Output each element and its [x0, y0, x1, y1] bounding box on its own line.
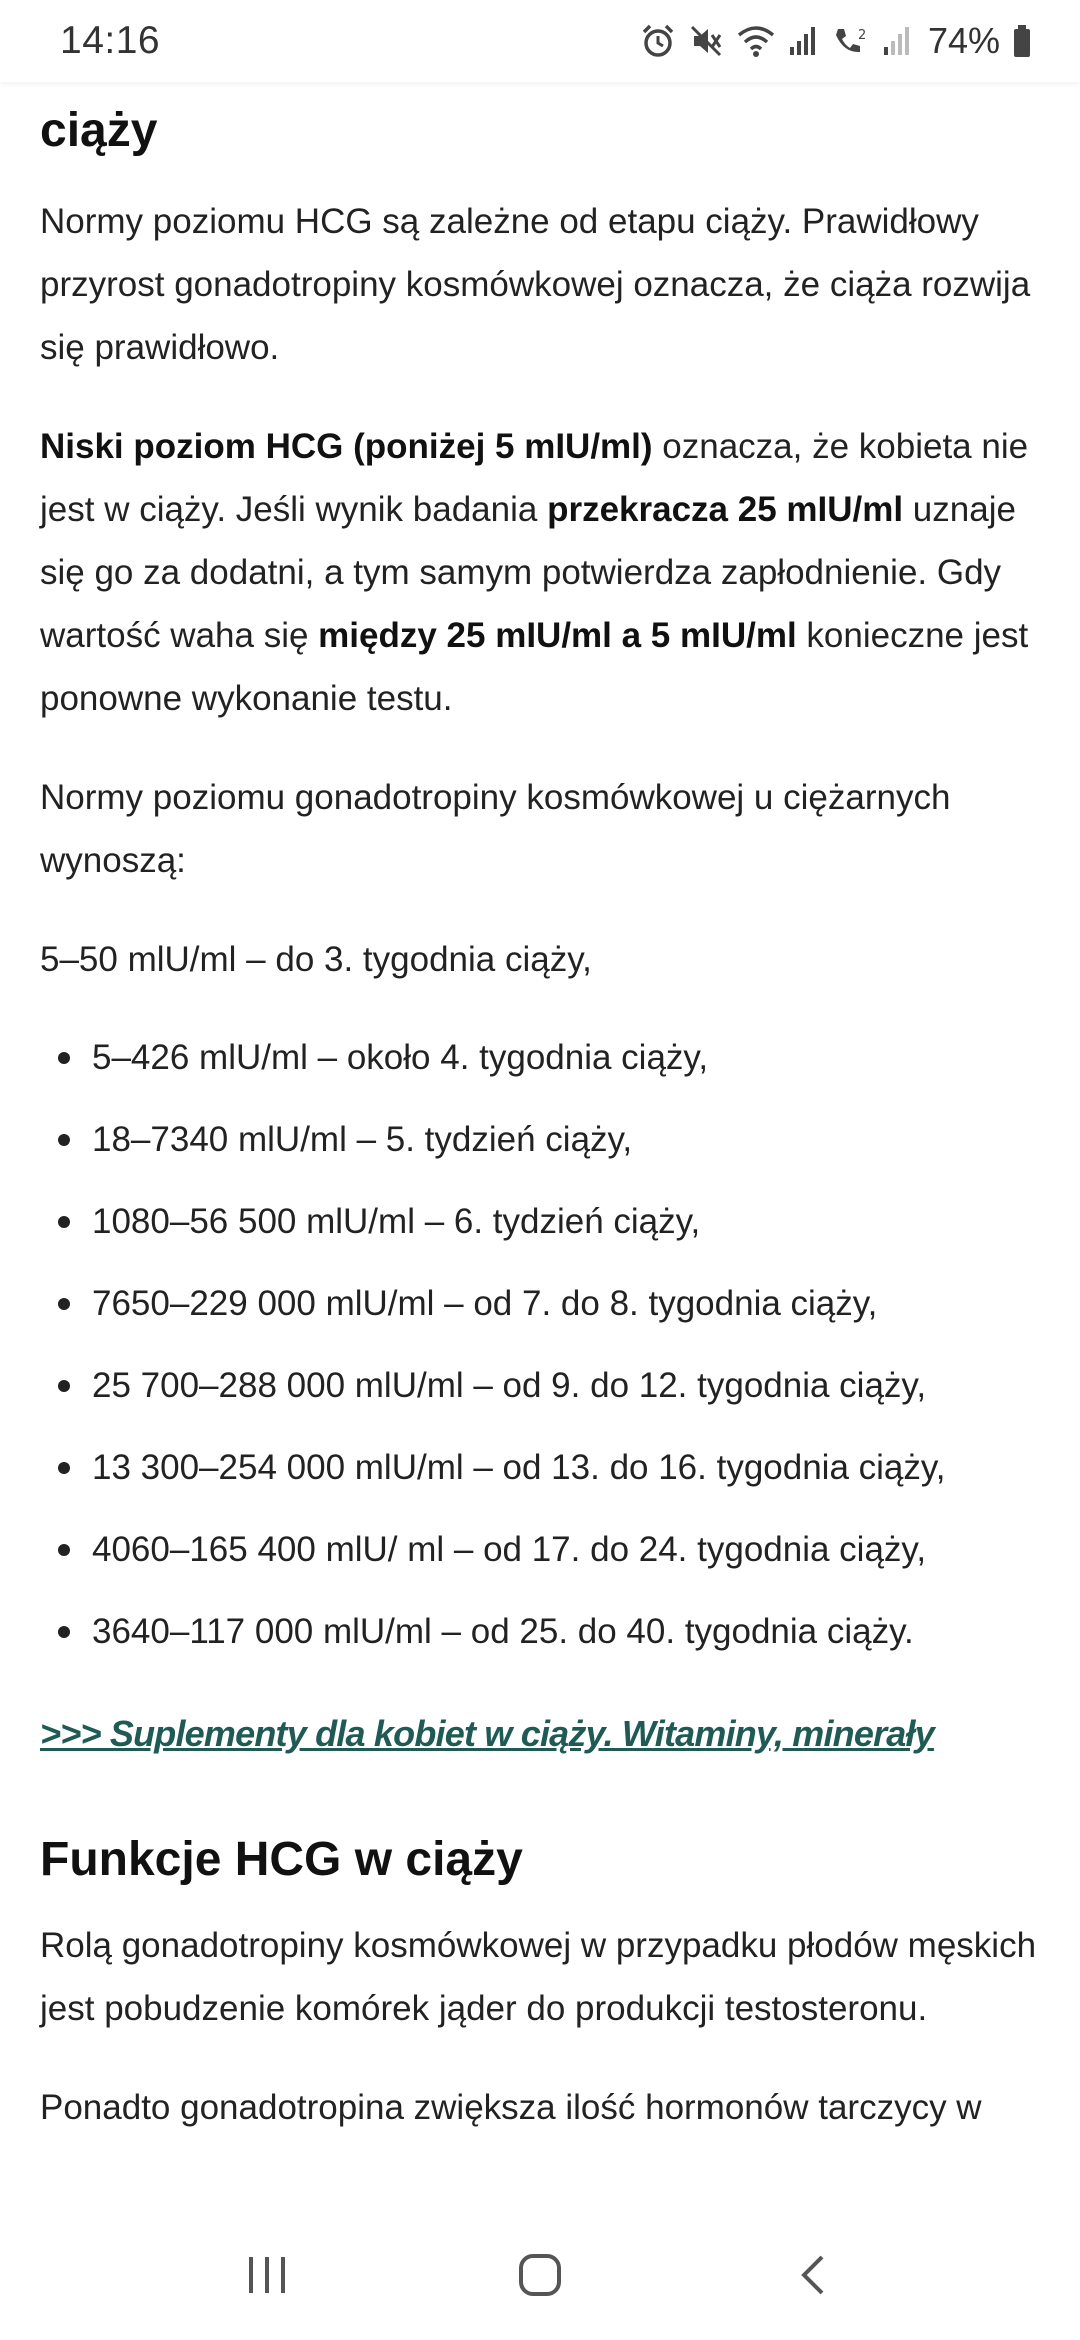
navigation-bar	[0, 2210, 1080, 2340]
section-heading-top: ciąży	[40, 104, 158, 157]
first-range-line: 5–50 mlU/ml – do 3. tygodnia ciąży,	[40, 939, 592, 979]
supplements-link[interactable]: >>> Suplementy dla kobiet w ciąży. Witaminy, minerały	[40, 1712, 934, 1754]
list-item	[40, 1591, 1040, 1673]
bold-low-level: Niski poziom HCG (poniżej 5 mIU/ml)	[40, 426, 653, 466]
bullet-icon	[58, 1380, 70, 1392]
home-icon	[517, 2252, 563, 2298]
paragraph-low-hcg	[40, 415, 1040, 730]
paragraph-cutoff: Ponadto gonadotropina zwiększa ilość hormonów tarczycy w	[40, 2088, 982, 2128]
list-item-text: 18–7340 mlU/ml – 5. tydzień ciąży,	[92, 1119, 633, 1159]
list-item	[40, 1509, 1040, 1591]
list-item	[40, 1263, 1040, 1345]
list-item-text: 1080–56 500 mlU/ml – 6. tydzień ciąży,	[92, 1201, 701, 1241]
list-item	[40, 1017, 1040, 1099]
status-time: 14:16	[60, 19, 161, 62]
list-item-text: 13 300–254 000 mlU/ml – od 13. do 16. tygodnia ciąży,	[92, 1447, 946, 1487]
battery-icon	[1012, 23, 1032, 59]
bullet-icon	[58, 1626, 70, 1638]
section-heading-hcg-functions: Funkcje HCG w ciąży	[40, 1832, 523, 1886]
text-segment: oznacza, że kobieta nie jest w ciąży. Jeśli wynik badania	[40, 426, 1029, 529]
signal-icon-2	[882, 23, 912, 59]
article-content	[0, 82, 1080, 2210]
scroll-fade	[0, 2170, 1080, 2210]
list-item-text: 25 700–288 000 mlU/ml – od 9. do 12. tygodnia ciąży,	[92, 1365, 927, 1405]
bold-between-range: między 25 mIU/ml a 5 mIU/ml	[318, 615, 797, 655]
svg-text:2: 2	[857, 28, 867, 43]
wifi-icon	[736, 23, 776, 59]
bullet-icon	[58, 1544, 70, 1556]
paragraph-hcg-norms: Normy poziomu HCG są zależne od etapu ciąży. Prawidłowy przyrost gonadotropiny kosmówkowej oznacza, że ciąża rozwija się prawidłowo.	[40, 201, 1031, 367]
bullet-icon	[58, 1134, 70, 1146]
bold-exceeds-25: przekracza 25 mIU/ml	[547, 489, 904, 529]
hcg-ranges-list	[40, 1017, 1040, 1673]
list-item	[40, 1427, 1040, 1509]
list-item-text: 5–426 mlU/ml – około 4. tygodnia ciąży,	[92, 1037, 709, 1077]
list-item	[40, 1099, 1040, 1181]
bullet-icon	[58, 1052, 70, 1064]
list-item-text: 7650–229 000 mlU/ml – od 7. do 8. tygodnia ciąży,	[92, 1283, 878, 1323]
home-button[interactable]	[480, 2225, 600, 2325]
signal-icon	[788, 23, 818, 59]
paragraph-norms-intro: Normy poziomu gonadotropiny kosmówkowej u ciężarnych wynoszą:	[40, 777, 951, 880]
bullet-icon	[58, 1462, 70, 1474]
wifi-calling-icon	[830, 23, 870, 59]
recent-apps-icon	[245, 2255, 289, 2295]
back-button[interactable]	[753, 2225, 873, 2325]
battery-percentage: 74%	[927, 20, 1000, 61]
status-icons	[640, 20, 1032, 62]
list-item	[40, 1181, 1040, 1263]
back-icon	[798, 2253, 828, 2297]
text-segment: konieczne jest ponowne wykonanie testu.	[40, 615, 1029, 718]
status-bar	[0, 0, 1080, 82]
list-item-text: 3640–117 000 mlU/ml – od 25. do 40. tygodnia ciąży.	[92, 1611, 914, 1651]
list-item-text: 4060–165 400 mlU/ ml – od 17. do 24. tygodnia ciąży,	[92, 1529, 927, 1569]
list-item	[40, 1345, 1040, 1427]
bullet-icon	[58, 1298, 70, 1310]
mute-icon	[688, 23, 724, 59]
bullet-icon	[58, 1216, 70, 1228]
paragraph-hcg-role: Rolą gonadotropiny kosmówkowej w przypadku płodów męskich jest pobudzenie komórek jąder do produkcji testosteronu.	[40, 1926, 1037, 2029]
alarm-icon	[640, 23, 676, 59]
text-segment: uznaje się go za dodatni, a tym samym potwierdza zapłodnienie. Gdy wartość waha się	[40, 489, 1016, 655]
recent-apps-button[interactable]	[207, 2225, 327, 2325]
